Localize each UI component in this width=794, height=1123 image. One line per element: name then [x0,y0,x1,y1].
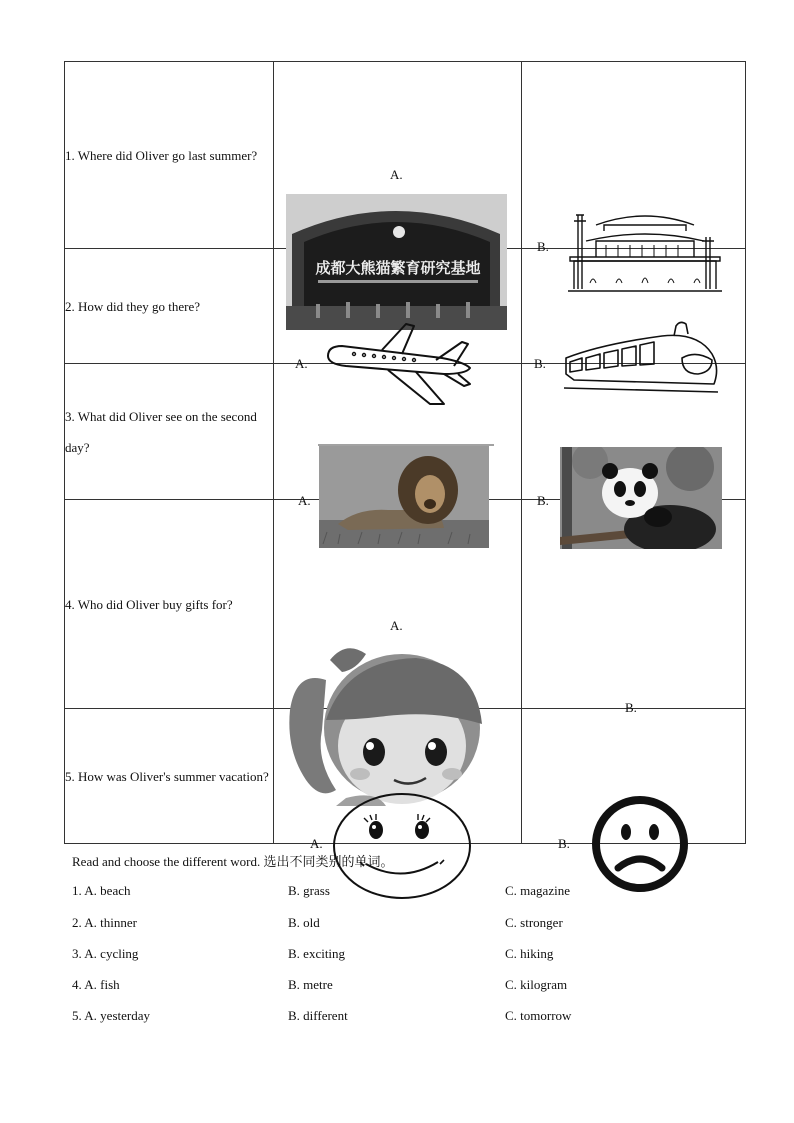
table-row [65,500,746,709]
option-1-b[interactable] [522,62,746,254]
listening-table [64,61,746,851]
question-1: 1. Where did Oliver go last summer? [65,62,274,249]
option-label: B. [537,492,549,508]
option-5-a[interactable] [274,709,522,851]
option-2-a[interactable] [274,249,522,371]
choice-a[interactable]: 1. A. beach [72,883,131,898]
option-2-b[interactable] [522,249,746,371]
exercise-item [72,977,752,997]
choice-b[interactable]: B. exciting [288,946,346,961]
sad-face-icon [590,794,690,894]
choice-b[interactable]: B. grass [288,883,330,898]
exercise-title: Read and choose the different word. 选出不同类别的单词。 [72,854,394,869]
choice-a[interactable]: 5. A. yesterday [72,1008,150,1023]
option-label: A. [390,167,403,182]
exercise-item [72,946,752,966]
question-5: 5. How was Oliver's summer vacation? [65,709,274,844]
choice-b[interactable]: B. different [288,1008,348,1023]
sign-text: 成都大熊猫繁育研究基地 [315,259,481,277]
question-2: 2. How did they go there? [65,249,274,364]
choice-b[interactable]: B. metre [288,977,333,992]
option-3-a[interactable] [274,364,522,508]
choice-a[interactable]: 2. A. thinner [72,915,137,930]
question-3: 3. What did Oliver see on the second day? [65,364,274,500]
table-row [65,364,746,500]
option-label: B. [534,356,546,371]
option-4-a[interactable] [274,500,522,709]
option-4-b[interactable] [522,500,746,715]
choice-c[interactable]: C. kilogram [505,977,568,992]
table-row [65,709,746,844]
option-label: A. [295,356,308,371]
question-4: 4. Who did Oliver buy gifts for? [65,500,274,709]
choice-a[interactable]: 3. A. cycling [72,946,139,961]
exercise-item [72,915,752,935]
choice-a[interactable]: 4. A. fish [72,977,120,992]
option-1-a[interactable] [274,62,522,277]
choice-b[interactable]: B. old [288,915,320,930]
option-3-b[interactable] [522,364,746,508]
choice-c[interactable]: C. hiking [505,946,554,961]
option-5-b[interactable] [522,709,746,851]
choice-c[interactable]: C. stronger [505,915,563,930]
table-row [65,249,746,364]
exercise-item [72,883,752,903]
choice-c[interactable]: C. magazine [505,883,570,898]
option-label: B. [537,239,549,254]
option-label: B. [625,700,637,715]
option-label: A. [310,836,323,851]
option-label: A. [298,492,311,508]
choice-c[interactable]: C. tomorrow [505,1008,572,1023]
option-label: B. [558,836,570,851]
option-label: A. [390,618,403,633]
exercise-item [72,1008,752,1028]
table-row [65,62,746,249]
